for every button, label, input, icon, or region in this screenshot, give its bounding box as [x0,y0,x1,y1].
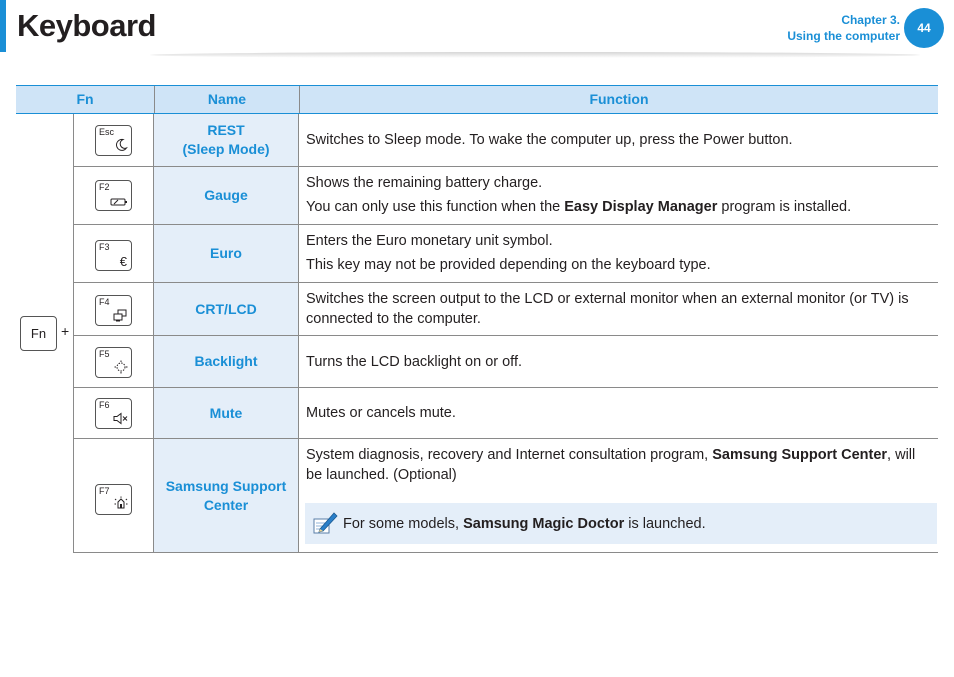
chapter-label: Chapter 3. [841,13,900,27]
key-f3 [95,240,132,271]
name-line: Center [203,496,249,513]
program-name: Samsung Magic Doctor [463,515,625,532]
column-header-name: Name [154,86,299,113]
table-row [74,336,938,388]
note-pencil-icon [311,510,339,536]
key-f5 [95,347,132,378]
function-text: You can only use this function when the Easy Display Manager program is installed. [306,199,852,215]
key-label: F2 [99,182,110,192]
row-function [299,336,938,387]
function-text: Turns the LCD backlight on or off. [306,353,522,370]
key-f4 [95,295,132,326]
function-text: Enters the Euro monetary unit symbol. [306,233,553,249]
function-text: Switches the screen output to the LCD or external monitor when an external monitor (or TV) is connected to the computer. [306,291,909,327]
key-label: F3 [99,242,110,252]
key-cell [74,388,154,438]
monitor-switch-icon [113,309,128,322]
name-line: Samsung Support [165,477,287,494]
section-label: Using the computer [787,29,900,43]
note-text: For some models, Samsung Magic Doctor is launched. [343,515,706,532]
function-text: System diagnosis, recovery and Internet consultation program, Samsung Support Center, will be launched. (Optional) [306,447,916,483]
backlight-icon [114,360,128,374]
function-text: Shows the remaining battery charge. [306,175,543,191]
name-line: (Sleep Mode) [182,141,270,157]
key-label: Esc [99,127,115,137]
row-function [299,283,938,335]
row-function [299,225,938,282]
table-row [74,283,938,336]
header-divider [150,52,920,58]
row-name: Euro [154,225,299,282]
plus-sign: + [61,323,70,339]
program-name: Samsung Support Center [712,447,888,463]
row-function [299,388,938,438]
key-f2 [95,180,132,211]
row-name [154,114,299,166]
row-function [299,114,938,166]
table-row [74,114,938,167]
program-name: Easy Display Manager [564,199,718,215]
row-function [299,439,938,552]
euro-icon: € [119,254,127,269]
moon-icon [114,138,128,152]
key-f7 [95,484,132,515]
row-name [154,439,299,552]
key-label: F5 [99,349,110,359]
row-function [299,167,938,224]
key-f6 [95,398,132,429]
key-cell [74,336,154,387]
speaker-mute-icon [113,412,128,425]
key-label: F6 [99,400,110,410]
function-text: Switches to Sleep mode. To wake the computer up, press the Power button. [306,132,793,148]
accent-bar [0,0,6,52]
page-title: Keyboard [17,8,156,43]
key-label: F4 [99,297,110,307]
support-center-icon [114,496,128,511]
chapter-heading [787,12,900,44]
name-line: REST [207,122,245,138]
key-cell [74,439,154,552]
column-header-fn: Fn [76,91,94,107]
table-row [74,388,938,439]
key-cell [74,225,154,282]
fn-key: Fn [20,316,57,351]
page-number-badge: 44 [904,8,944,48]
table-header [16,85,938,114]
key-label: F7 [99,486,110,496]
key-esc [95,125,132,156]
note-box [305,503,937,544]
row-name: Mute [154,388,299,438]
function-text: Mutes or cancels mute. [306,405,456,421]
key-cell [74,167,154,224]
row-name: Gauge [154,167,299,224]
table-row [74,167,938,225]
battery-icon [110,197,128,207]
column-header-function: Function [299,86,938,113]
row-name: Backlight [154,336,299,387]
table-row [74,225,938,283]
function-text: This key may not be provided depending on the keyboard type. [306,257,711,273]
fn-key-cell [16,114,74,553]
key-cell [74,283,154,335]
key-cell [74,114,154,166]
row-name: CRT/LCD [154,283,299,335]
table-row [74,439,938,553]
